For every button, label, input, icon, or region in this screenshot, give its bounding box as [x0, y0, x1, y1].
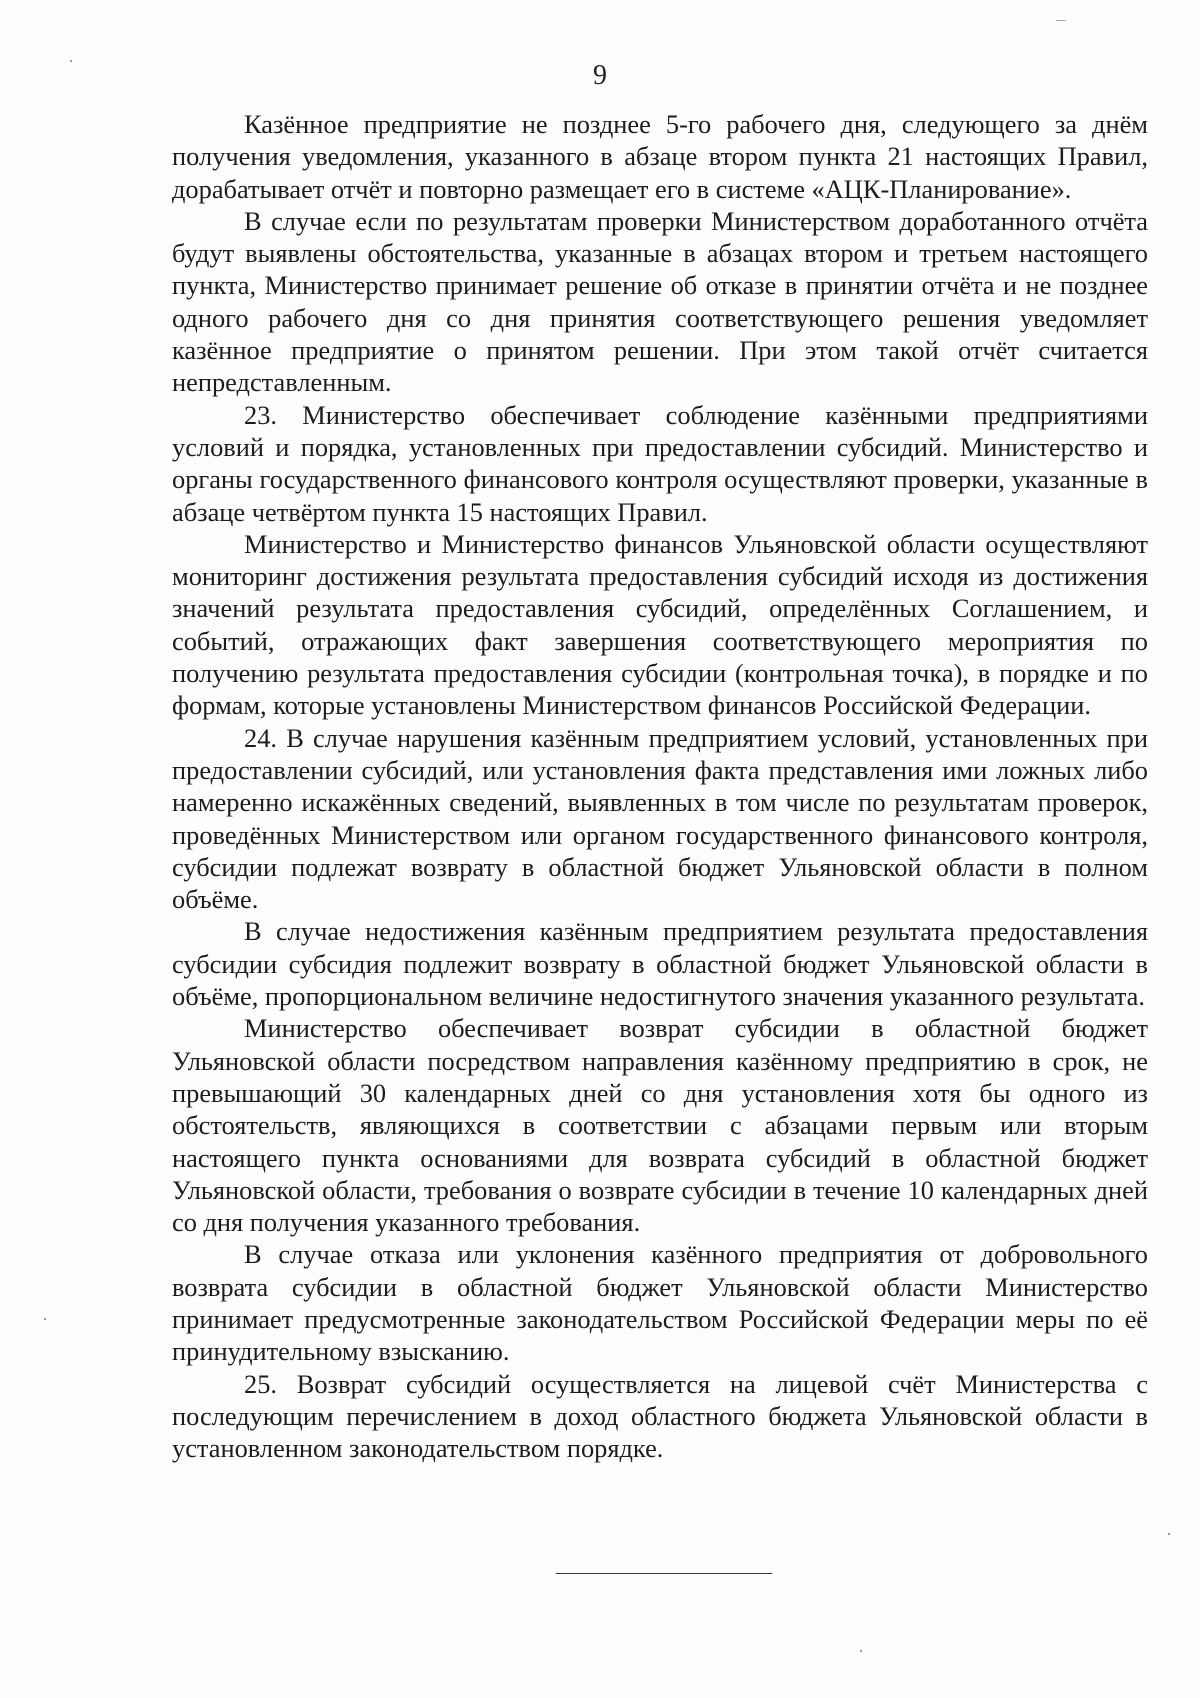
- scan-speck: [44, 1318, 46, 1320]
- scan-speck: [860, 1650, 862, 1652]
- paragraph: В случае если по результатам проверки Министерством доработанного отчёта будут выявлены обстоятельства, указанные в абзацах втором и третьем настоящего пункта, Министерство принимает решение об отказе в принятии отчёта и не позднее одного рабочего дня со дня принятия соответствующего решения уведомляет казённое предприятие о принятом решении. При этом такой отчёт считается непредставленным.: [172, 205, 1148, 398]
- paragraph: Министерство обеспечивает возврат субсидии в областной бюджет Ульяновской области посредством направления казённому предприятию в срок, не превышающий 30 календарных дней со дня установления хотя бы одного из обстоятельств, являющихся в соответствии с абзацами первым или вторым настоящего пункта основаниями для возврата субсидий в областной бюджет Ульяновской области, требования о возврате субсидии в течение 10 календарных дней со дня получения указанного требования.: [172, 1013, 1148, 1238]
- paragraph: Казённое предприятие не позднее 5-го рабочего дня, следующего за днём получения уведомления, указанного в абзаце втором пункта 21 настоящих Правил, дорабатывает отчёт и повторно размещает его в системе «АЦК-Планирование».: [172, 109, 1148, 204]
- paragraph: 24. В случае нарушения казённым предприятием условий, установленных при предоставлении субсидий, или установления факта представления ими ложных либо намеренно искажённых сведений, выявленных в том числе по результатам проверок, проведённых Министерством или органом государственного финансового контроля, субсидии подлежат возврату в областной бюджет Ульяновской области в полном объёме.: [172, 722, 1148, 915]
- document-body: [172, 108, 1148, 1464]
- scan-speck: [1168, 1533, 1170, 1535]
- page-number: 9: [593, 60, 607, 91]
- paragraph: Министерство и Министерство финансов Ульяновской области осуществляют мониторинг достижения результата предоставления субсидий исходя из достижения значений результата предоставления субсидий, определённых Соглашением, и событий, отражающих факт завершения соответствующего мероприятия по получению результата предоставления субсидии (контрольная точка), в порядке и по формам, которые установлены Министерством финансов Российской Федерации.: [172, 528, 1148, 721]
- paragraph: 23. Министерство обеспечивает соблюдение казёнными предприятиями условий и порядка, установленных при предоставлении субсидий. Министерство и органы государственного финансового контроля осуществляют проверки, указанные в абзаце четвёртом пункта 15 настоящих Правил.: [172, 399, 1148, 527]
- paragraph: 25. Возврат субсидий осуществляется на лицевой счёт Министерства с последующим перечислением в доход областного бюджета Ульяновской области в установленном законодательством порядке.: [172, 1368, 1148, 1464]
- scan-speck: [1056, 20, 1066, 21]
- scan-speck: [70, 60, 72, 62]
- paragraph: В случае отказа или уклонения казённого предприятия от добровольного возврата субсидии в областной бюджет Ульяновской области Министерство принимает предусмотренные законодательством Российской Федерации меры по её принудительному взысканию.: [172, 1239, 1148, 1367]
- paragraph: В случае недостижения казённым предприятием результата предоставления субсидии субсидия подлежит возврату в областной бюджет Ульяновской области в объёме, пропорциональном величине недостигнутого значения указанного результата.: [172, 916, 1148, 1012]
- end-divider-line: [556, 1573, 772, 1574]
